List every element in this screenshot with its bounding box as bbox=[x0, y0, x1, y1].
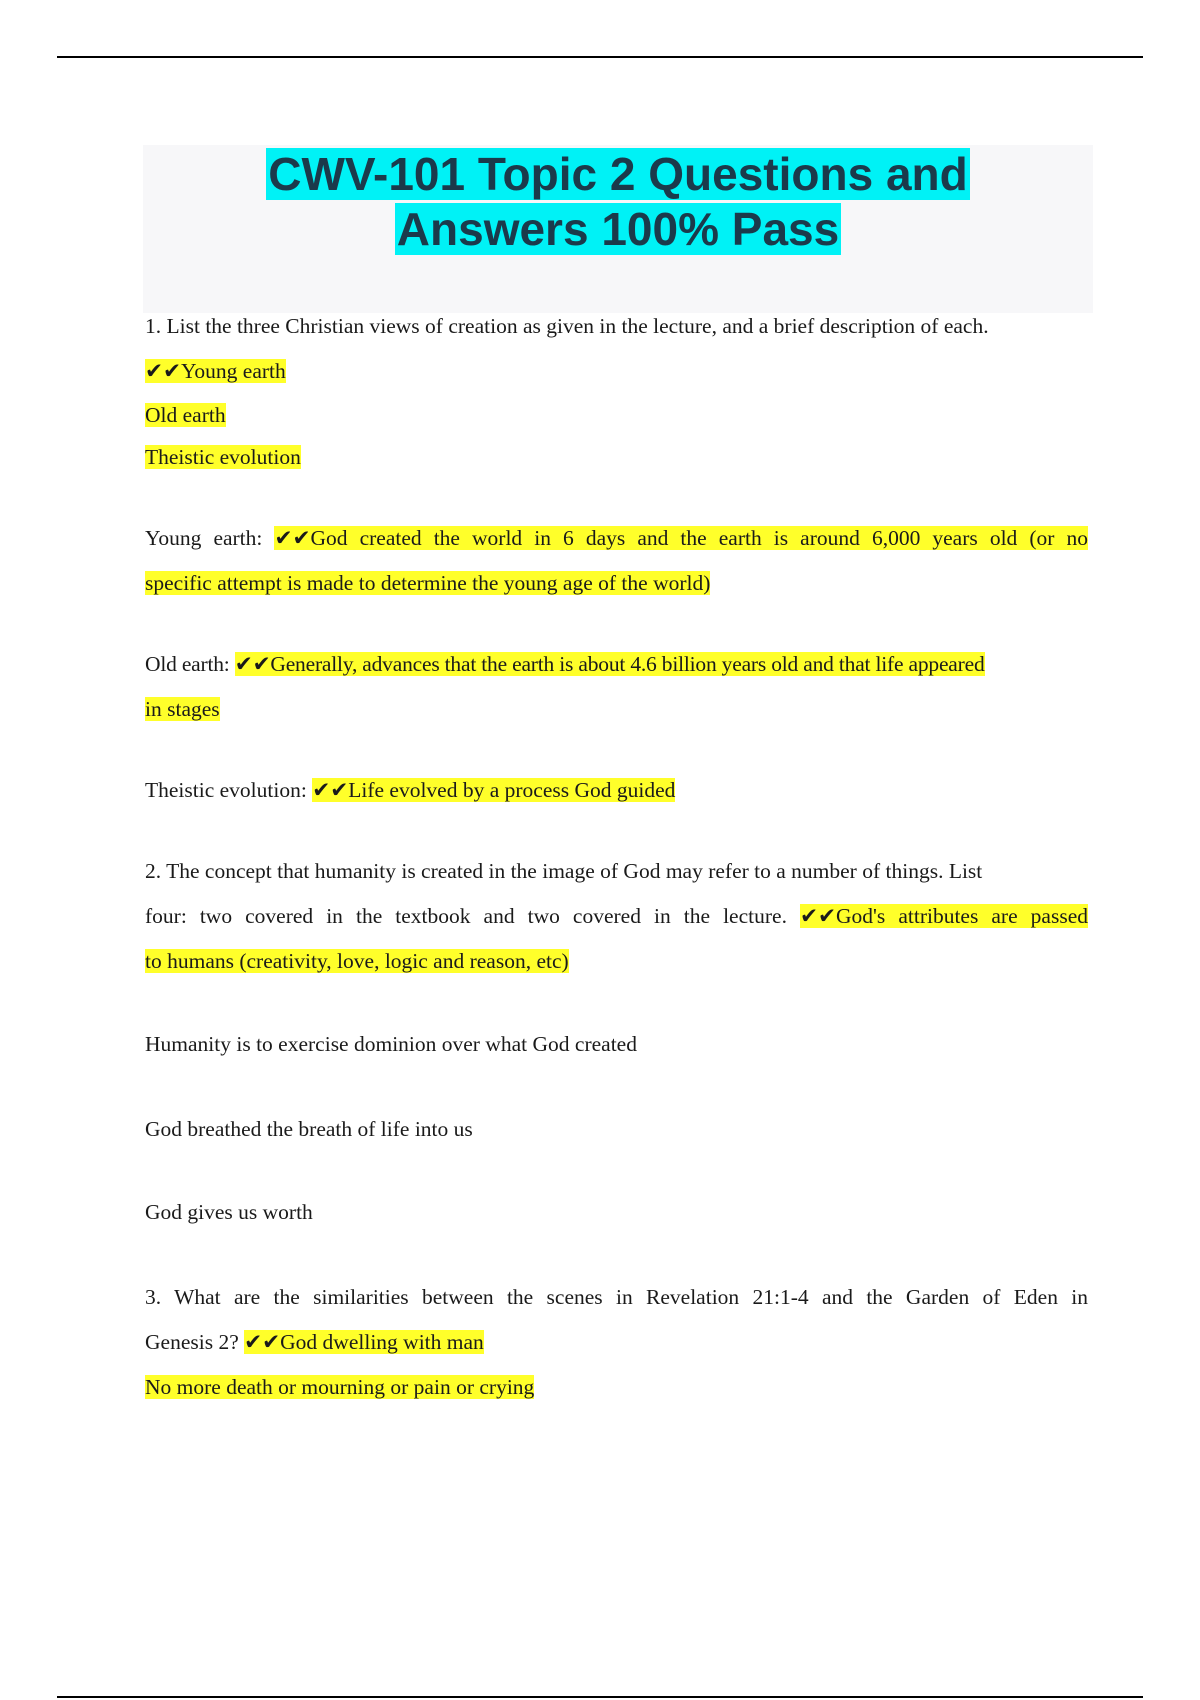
title-line-2-text: Answers 100% Pass bbox=[396, 203, 840, 255]
q1-answer-1-text: ✔✔Young earth bbox=[145, 359, 286, 383]
spacer bbox=[145, 813, 1088, 849]
q2-extra-3: God gives us worth bbox=[145, 1200, 313, 1224]
q1-answer-3 bbox=[145, 436, 1088, 478]
question-2-line-3 bbox=[145, 939, 1088, 984]
old-earth-label: Old earth: bbox=[145, 652, 235, 676]
spacer bbox=[145, 606, 1088, 642]
old-earth-line-1 bbox=[145, 642, 1088, 687]
q1-answer-2 bbox=[145, 394, 1088, 436]
title-line-1 bbox=[143, 147, 1093, 202]
question-1: 1. List the three Christian views of creation as given in the lecture, and a brief description of each. bbox=[145, 314, 989, 338]
q2-extra-1: Humanity is to exercise dominion over what God created bbox=[145, 1032, 637, 1056]
spacer bbox=[145, 1067, 1088, 1107]
question-3-line-2 bbox=[145, 1320, 1088, 1365]
young-earth-line-2 bbox=[145, 561, 1088, 606]
question-3-line-1: 3. What are the similarities between the scenes in Revelation 21:1-4 and the Garden of Eden in bbox=[145, 1285, 1088, 1309]
old-earth-answer-1: ✔✔Generally, advances that the earth is about 4.6 billion years old and that life appeared bbox=[234, 652, 985, 676]
theistic-evolution-line bbox=[145, 768, 1088, 813]
spacer bbox=[145, 1235, 1088, 1275]
q1-answer-3-text: Theistic evolution bbox=[145, 445, 301, 469]
question-3-text-2: Genesis 2? bbox=[145, 1330, 245, 1354]
spacer bbox=[145, 732, 1088, 768]
spacer bbox=[145, 1152, 1088, 1190]
document-body bbox=[145, 304, 1088, 1410]
spacer bbox=[145, 478, 1088, 516]
title-line-1-text: CWV-101 Topic 2 Questions and bbox=[268, 148, 968, 200]
theistic-evolution-answer: ✔✔Life evolved by a process God guided bbox=[312, 778, 676, 802]
young-earth-label: Young earth: bbox=[145, 526, 275, 550]
q2-answer-2: to humans (creativity, love, logic and reason, etc) bbox=[145, 949, 569, 973]
q2-extra-2: God breathed the breath of life into us bbox=[145, 1117, 473, 1141]
bottom-rule bbox=[57, 1696, 1143, 1698]
q1-answer-2-text: Old earth bbox=[145, 403, 226, 427]
young-earth-answer-2: specific attempt is made to determine the young age of the world) bbox=[145, 571, 711, 595]
q1-answer-1 bbox=[145, 349, 1088, 394]
old-earth-line-2 bbox=[145, 687, 1088, 732]
title-block bbox=[143, 145, 1093, 313]
young-earth-line-1 bbox=[145, 516, 1088, 561]
q2-answer-1: ✔✔God's attributes are passed bbox=[800, 904, 1088, 928]
question-2-text-2: four: two covered in the textbook and two covered in the lecture. bbox=[145, 904, 800, 928]
old-earth-answer-2: in stages bbox=[145, 697, 220, 721]
q3-answer-2: No more death or mourning or pain or crying bbox=[145, 1375, 535, 1399]
q3-answer-1: ✔✔God dwelling with man bbox=[244, 1330, 484, 1354]
spacer bbox=[145, 984, 1088, 1022]
top-rule bbox=[57, 56, 1143, 58]
young-earth-answer-1: ✔✔God created the world in 6 days and the earth is around 6,000 years old (or no bbox=[274, 526, 1088, 550]
question-2-line-2 bbox=[145, 894, 1088, 939]
theistic-evolution-label: Theistic evolution: bbox=[145, 778, 313, 802]
question-3-line-3 bbox=[145, 1365, 1088, 1410]
title-line-2 bbox=[143, 202, 1093, 257]
question-2-line-1: 2. The concept that humanity is created in the image of God may refer to a number of things. List bbox=[145, 859, 983, 883]
